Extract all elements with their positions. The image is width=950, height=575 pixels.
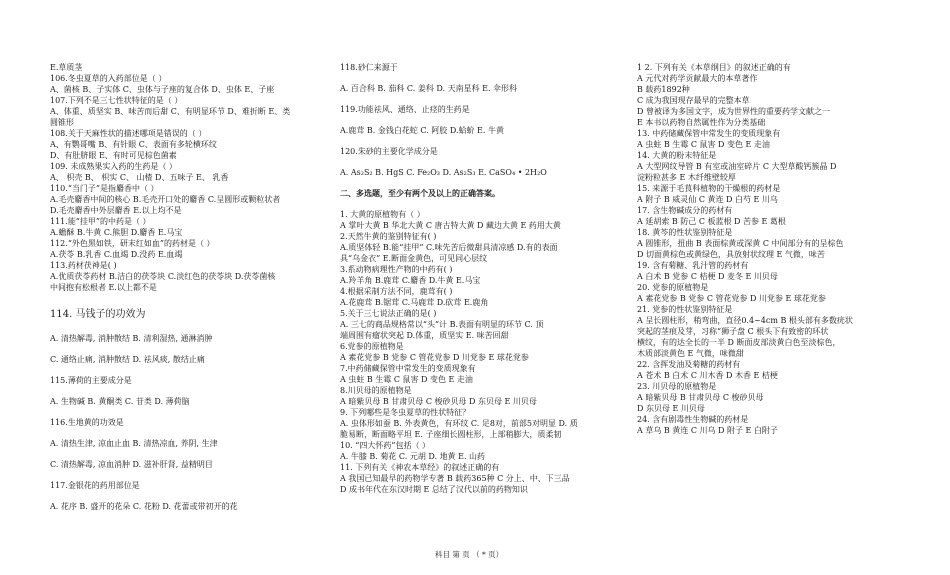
text-line: 20. 党参的原植物是 bbox=[637, 283, 709, 292]
text-line: 圆锥形 bbox=[50, 118, 74, 127]
text-line: 112.“外色黑如铁，研末红如血”的药材是（ ） bbox=[50, 239, 215, 248]
text-line: A.毛壳麝香中间的核心 B.毛壳开口处的麝香 C.呈圆形或颗粒状者 bbox=[50, 195, 281, 204]
text-line: A、有鹦哥嘴 B、有针眼 C、表面有多轮横环纹 bbox=[50, 140, 217, 149]
text-line: A、 枳壳 B、 枳实 C、 山楂 D、五味子 E、 乳香 bbox=[50, 173, 229, 182]
text-line: 二、多选题，至少有两个及以上的正确答案。 bbox=[340, 189, 500, 198]
text-line: D 成书年代在东汉时期 E 总结了汉代以前的药物知识 bbox=[340, 485, 528, 494]
text-line: 8.川贝母的原植物是 bbox=[340, 386, 412, 395]
text-line: 3.系动物病理性产物的中药有( ) bbox=[340, 265, 453, 274]
line-spacer bbox=[50, 344, 330, 354]
line-spacer bbox=[340, 178, 615, 188]
text-line: A、体重、质坚实 B、味苦而后甜 C、有明显环节 D、难折断 E、类 bbox=[50, 107, 291, 116]
right-column bbox=[637, 62, 932, 436]
text-line: 11. 下列有关《神农本草经》的叙述正确的有 bbox=[340, 463, 500, 472]
text-line: 107.下列不是三七性状特征的是（ ） bbox=[50, 96, 183, 105]
text-line: A.羚羊角 B.鹿茸 C.麝香 D.牛黄 E.马宝 bbox=[340, 276, 481, 285]
text-line: A 元代对药学贡献最大的本草著作 bbox=[637, 74, 758, 83]
text-line: A. As₂S₂ B. HgS C. Fe₂O₃ D. As₂S₃ E. CaSO₄ • 2H₂O bbox=[340, 168, 547, 177]
text-line: A. 三七的商品规格常以“头”计 B.表面有明显的环节 C. 顶 bbox=[340, 320, 544, 329]
text-line: 111.能“挂甲”的中药是（ ） bbox=[50, 217, 151, 226]
text-line: C. 清热解毒, 凉血消肿 D. 滋补肝肾, 益精明目 bbox=[50, 460, 213, 469]
text-line: 22. 含挥发油及菊糖的药材有 bbox=[637, 360, 741, 369]
text-line: 118.砂仁来源于 bbox=[340, 63, 398, 72]
text-line: 19. 含有菊糖、乳汁管的药材有 bbox=[637, 261, 749, 270]
text-line: 10. “四大怀药”包括（ ） bbox=[340, 441, 430, 450]
text-line: 106.冬虫夏草的入药部位是（ ） bbox=[50, 74, 167, 83]
text-line: 1. 大黄的原植物有（ ） bbox=[340, 210, 425, 219]
text-line: 淀粉粒甚多 E 木纤维壁较厚 bbox=[637, 173, 736, 182]
text-line: 109. 未成熟果实入药的生药是（ ） bbox=[50, 162, 177, 171]
left-column bbox=[50, 62, 330, 512]
line-spacer bbox=[340, 199, 615, 209]
line-spacer bbox=[50, 491, 330, 501]
text-line: 2.天然牛黄的鉴别特征有( ) bbox=[340, 232, 437, 241]
text-line: 6.党参的原植物是 bbox=[340, 342, 404, 351]
text-line: 117.金银花的药用部位是 bbox=[50, 481, 140, 490]
text-line: E 本书以药物自然属性作为分类基础 bbox=[637, 118, 766, 127]
text-line: A 暗紫贝母 B 甘肃贝母 C 梭砂贝母 bbox=[637, 393, 764, 402]
line-spacer bbox=[50, 323, 330, 333]
text-line: E.草质茎 bbox=[50, 63, 83, 72]
text-line: D 切面黄棕色或黄绿色，具放射状纹理 E 气微，味苦 bbox=[637, 250, 825, 259]
text-line: C 成为我国现存最早的完整本草 bbox=[637, 96, 750, 105]
text-line: 4.根据采制方法不同，鹿茸有( ) bbox=[340, 287, 453, 296]
text-line: A 素花党参 B 党参 C 管花党参 D 川党参 E 球花党参 bbox=[340, 353, 529, 362]
line-spacer bbox=[340, 157, 615, 167]
page-footer: 科目 第 页 （ * 页） bbox=[435, 550, 504, 559]
middle-column bbox=[340, 62, 615, 495]
text-line: D 东贝母 E 川贝母 bbox=[637, 404, 705, 413]
text-line: 108.关于天麻性状的描述哪项是错误的（ ） bbox=[50, 129, 207, 138]
text-line: A. 生物碱 B. 黄酮类 C. 苷类 D. 薄荷脑 bbox=[50, 397, 190, 406]
text-line: 119.功能祛风、通络、止痉的生药是 bbox=[340, 105, 470, 114]
text-line: C. 通络止痛, 消肿散结 D. 祛风痰, 散结止痛 bbox=[50, 355, 205, 364]
text-line: 114. 马钱子的功效为 bbox=[50, 309, 146, 320]
text-line: 7.中药储藏保管中常发生的变质现象有 bbox=[340, 364, 476, 373]
text-line: 横纹，有的达全长的一半 D 断面皮部淡黄白色至淡棕色， bbox=[637, 338, 841, 347]
text-line: 13. 中药储藏保管中常发生的变质现象有 bbox=[637, 129, 781, 138]
line-spacer bbox=[340, 115, 615, 125]
text-line: A. 虫体形如蚕 B. 外表黄色，有环纹 C. 足8对，前部5对明显 D. 质 bbox=[340, 419, 578, 428]
text-line: A 附子 B 威灵仙 C 黄连 D 白芍 E 川乌 bbox=[637, 195, 778, 204]
text-line: A 圆锥形，扭曲 B 表面棕黄或深黄 C 中间部分有的呈棕色 bbox=[637, 239, 844, 248]
text-line: A. 百合科 B. 茄科 C. 姜科 D. 天南星科 E. 伞形科 bbox=[340, 84, 518, 93]
text-line: 具“乌金衣” E.断面金黄色，可见同心层纹 bbox=[340, 254, 488, 263]
text-line: A.花鹿茸 B.锯茸 C.马鹿茸 D.砍茸 E.鹿角 bbox=[340, 298, 489, 307]
text-line: A 草乌 B 黄连 C 川乌 D 附子 E 白附子 bbox=[637, 426, 778, 435]
text-line: A.蟾酥 B.牛黄 C.熊胆 D.麝香 E.马宝 bbox=[50, 228, 183, 237]
text-line: A. 清热解毒, 消肿散结 B. 清利湿热, 通淋消肿 bbox=[50, 334, 213, 343]
text-line: 110.“当门子”是指麝香中（ ） bbox=[50, 184, 159, 193]
text-line: 9. 下列哪些是冬虫夏草的性状特征？ bbox=[340, 408, 471, 417]
text-line: A 素花党参 B 党参 C 管花党参 D 川党参 E 球花党参 bbox=[637, 294, 826, 303]
text-line: 脆易断，断面略平坦 E. 子座细长圆柱形，上部稍膨大，质柔韧 bbox=[340, 430, 562, 439]
text-line: A 苍术 B 白术 C 川木香 D 木香 E 桔梗 bbox=[637, 371, 778, 380]
text-line: A. 花序 B. 盛开的花朵 C. 花粉 D. 花蕾或带初开的花 bbox=[50, 502, 238, 511]
line-spacer bbox=[50, 428, 330, 438]
line-spacer bbox=[50, 407, 330, 417]
text-line: 116.生地黄的功效是 bbox=[50, 418, 124, 427]
text-line: 120.朱砂的主要化学成分是 bbox=[340, 147, 438, 156]
line-spacer bbox=[340, 94, 615, 104]
text-line: D 曾被译为多国文字，成为世界性的重要药学文献之一 bbox=[637, 107, 830, 116]
text-line: 5.关于三七说法正确的是( ) bbox=[340, 309, 437, 318]
text-line: 23. 川贝母的原植物是 bbox=[637, 382, 717, 391]
text-line: 14. 大黄的粉末特征是 bbox=[637, 151, 717, 160]
text-line: B 载药1892种 bbox=[637, 85, 690, 94]
line-spacer bbox=[340, 136, 615, 146]
text-line: D.毛壳麝香中外层麝香 E.以上均不是 bbox=[50, 206, 182, 215]
text-line: A.优质茯苓药材 B.洁白的茯苓块 C.淡红色的茯苓块 D.茯苓菌核 bbox=[50, 272, 276, 281]
text-line: 木质部淡黄色 E 气微，味微甜 bbox=[637, 349, 744, 358]
text-line: 17. 含生物碱成分的药材有 bbox=[637, 206, 733, 215]
text-line: A 呈长圆柱形，稍弯曲，直径0.4~4cm B 根头部有多数疣状 bbox=[637, 316, 853, 325]
text-line: 端周围有瘤状突起 D.体重，质坚实 E. 味苦回甜 bbox=[340, 331, 509, 340]
text-line: 突起的茎痕及芽，习称“狮子盘 C 根头下有致密的环状 bbox=[637, 327, 829, 336]
text-line: 15. 来源于毛茛科植物的干燥根的药材是 bbox=[637, 184, 781, 193]
text-line: A 虫蛀 B 生霉 C 鼠害 D 变色 E 走油 bbox=[637, 140, 770, 149]
text-line: A.质坚体轻 B.能“挂甲” C.味先苦后微甜具清凉感 D.有的表面 bbox=[340, 243, 558, 252]
line-spacer bbox=[50, 365, 330, 375]
line-spacer bbox=[50, 293, 330, 307]
text-line: A 暗紫贝母 B 甘肃贝母 C 梭砂贝母 D 东贝母 E 川贝母 bbox=[340, 397, 537, 406]
text-line: A 虫蛀 B 生霉 C 鼠害 D 变色 E 走油 bbox=[340, 375, 473, 384]
text-line: A 掌叶大黄 B 华北大黄 C 唐古特大黄 D 藏边大黄 E 药用大黄 bbox=[340, 221, 561, 230]
text-line: 18. 黄芩的性状鉴别特征是 bbox=[637, 228, 733, 237]
text-line: A 我国已知最早的药物学专著 B 载药365种 C 分上、中、下三品 bbox=[340, 474, 570, 483]
text-line: 1 2. 下列有关《本草纲目》的叙述正确的有 bbox=[637, 63, 791, 72]
line-spacer bbox=[50, 386, 330, 396]
text-line: 115.薄荷的主要成分是 bbox=[50, 376, 132, 385]
text-line: A 大型网纹导管 B 有室或油室碎片 C 大型草酸钙簇晶 D bbox=[637, 162, 837, 171]
text-line: A. 牛膝 B. 菊花 C. 元胡 D. 地黄 E. 山药 bbox=[340, 452, 486, 461]
text-line: 21. 党参的性状鉴别特征是 bbox=[637, 305, 733, 314]
text-line: A.鹿茸 B. 金钱白花蛇 C. 阿胶 D.蛤蚧 E. 牛黄 bbox=[340, 126, 504, 135]
text-line: A 白术 B 党参 C 桔梗 D 麦冬 E 川贝母 bbox=[637, 272, 778, 281]
text-line: 113.药材茯神是( ) bbox=[50, 261, 117, 270]
line-spacer bbox=[50, 470, 330, 480]
text-line: A.茯苓 B.乳香 C.血竭 D.没药 E.血竭 bbox=[50, 250, 183, 259]
text-line: A. 清热生津, 凉血止血 B. 清热凉血, 养阴, 生津 bbox=[50, 439, 218, 448]
text-line: 24. 含有剧毒性生物碱的药材是 bbox=[637, 415, 749, 424]
text-line: D、有肚脐眼 E、有时可见棕色菌素 bbox=[50, 151, 177, 160]
text-line: A、菌核 B、子实体 C、虫体与子座的复合体 D、虫体 E、子座 bbox=[50, 85, 275, 94]
text-line: A 延胡索 B 防己 C 板蓝根 D 苦参 E 葛根 bbox=[637, 217, 786, 226]
line-spacer bbox=[50, 449, 330, 459]
line-spacer bbox=[340, 73, 615, 83]
text-line: 中间抱有松根者 E.以上都不是 bbox=[50, 283, 157, 292]
